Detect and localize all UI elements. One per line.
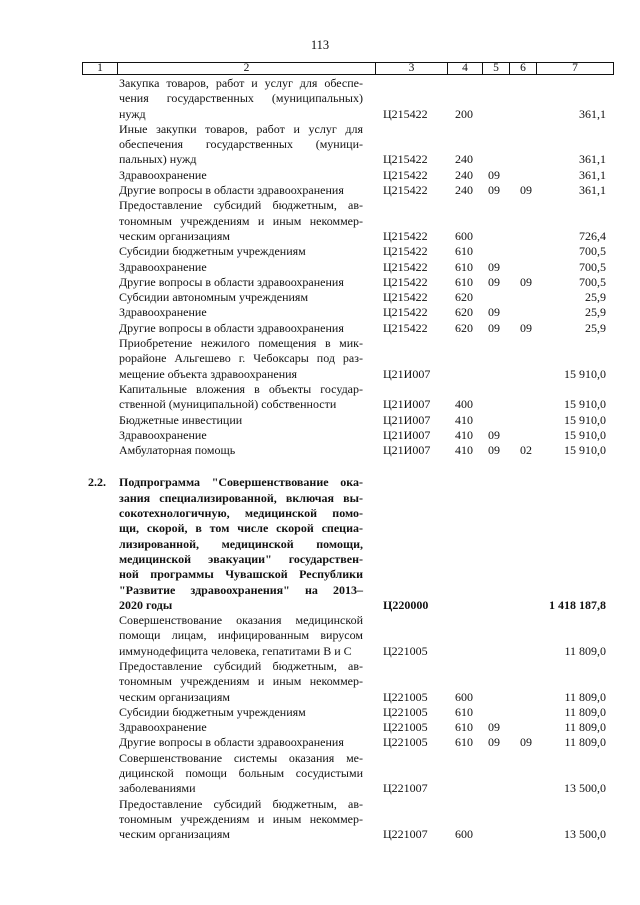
row-name-line: тономным учреждениям и иным некоммер- bbox=[119, 811, 363, 826]
row-col-4: 610 bbox=[455, 274, 473, 289]
row-code: Ц221005 bbox=[383, 704, 428, 719]
table-row bbox=[0, 122, 640, 168]
row-code: Ц215422 bbox=[383, 274, 428, 289]
page-number: 113 bbox=[310, 38, 330, 52]
row-name-line: обеспечения государственных (муници- bbox=[119, 137, 363, 152]
row-amount: 25,9 bbox=[585, 290, 606, 305]
row-name-line: Предоставление субсидий бюджетным, ав- bbox=[119, 796, 363, 811]
row-col-4: 200 bbox=[455, 106, 473, 121]
table-row bbox=[0, 305, 640, 320]
row-name-line: Закупка товаров, работ и услуг для обеспе- bbox=[119, 76, 363, 90]
table-row bbox=[0, 321, 640, 336]
row-name bbox=[119, 797, 363, 843]
row-col-5: 09 bbox=[488, 320, 500, 335]
row-name-line: Здравоохранение bbox=[119, 720, 207, 735]
row-col-5: 09 bbox=[488, 183, 500, 198]
row-code: Ц215422 bbox=[383, 106, 428, 121]
table-header-row bbox=[82, 62, 614, 75]
row-name-line: Субсидии автономным учреждениям bbox=[119, 290, 309, 305]
row-name bbox=[119, 275, 363, 290]
row-col-4: 600 bbox=[455, 228, 473, 243]
table-row bbox=[0, 443, 640, 458]
row-name-line: Приобретение нежилого помещения в мик- bbox=[119, 336, 363, 351]
row-code: Ц221007 bbox=[383, 827, 428, 842]
row-name-line: Совершенствование оказания медицинской bbox=[119, 613, 363, 628]
row-name bbox=[119, 244, 363, 259]
table-row bbox=[0, 735, 640, 750]
row-amount: 361,1 bbox=[579, 152, 606, 167]
table-row bbox=[0, 183, 640, 198]
header-col-6: 6 bbox=[510, 63, 537, 74]
row-amount: 11 809,0 bbox=[564, 689, 606, 704]
row-name-line: медицинской эвакуации" государствен- bbox=[119, 551, 363, 566]
row-col-4: 610 bbox=[455, 735, 473, 750]
row-name-line: Субсидии бюджетным учреждениям bbox=[119, 244, 306, 259]
row-amount: 15 910,0 bbox=[564, 366, 606, 381]
table-row bbox=[0, 382, 640, 413]
row-code: Ц215422 bbox=[383, 305, 428, 320]
row-amount: 15 910,0 bbox=[564, 412, 606, 427]
row-name-line: Здравоохранение bbox=[119, 427, 207, 442]
row-name-line: Здравоохранение bbox=[119, 305, 207, 320]
row-name-line: Здравоохранение bbox=[119, 259, 207, 274]
table-row bbox=[0, 244, 640, 259]
row-name-line: иммунодефицита человека, гепатитами В и С bbox=[119, 643, 352, 658]
row-code: Ц215422 bbox=[383, 290, 428, 305]
table-row bbox=[0, 720, 640, 735]
row-col-4: 240 bbox=[455, 152, 473, 167]
row-code: Ц215422 bbox=[383, 152, 428, 167]
row-col-4: 600 bbox=[455, 827, 473, 842]
row-name-line: мещение объекта здравоохранения bbox=[119, 366, 298, 381]
row-name-line: Подпрограмма "Совершенствование ока- bbox=[119, 475, 363, 490]
table-row bbox=[0, 475, 640, 613]
row-col-4: 240 bbox=[455, 183, 473, 198]
row-amount: 361,1 bbox=[579, 183, 606, 198]
header-col-7: 7 bbox=[572, 62, 578, 74]
row-amount: 1 418 187,8 bbox=[549, 597, 606, 612]
row-name-line: Другие вопросы в области здравоохранения bbox=[119, 183, 344, 198]
row-amount: 700,5 bbox=[579, 274, 606, 289]
row-col-6: 02 bbox=[520, 443, 532, 458]
row-name bbox=[119, 382, 363, 413]
row-number: 2.2. bbox=[88, 475, 106, 490]
row-name-line: Капитальные вложения в объекты государ- bbox=[119, 381, 363, 396]
row-name bbox=[119, 735, 363, 750]
row-name-line: Субсидии бюджетным учреждениям bbox=[119, 704, 306, 719]
row-name-line: 2020 годы bbox=[119, 597, 173, 612]
table-row bbox=[0, 198, 640, 244]
header-col-4: 4 bbox=[448, 63, 483, 74]
row-code: Ц215422 bbox=[383, 244, 428, 259]
budget-table-body bbox=[0, 76, 640, 843]
row-col-4: 610 bbox=[455, 704, 473, 719]
row-spacer bbox=[0, 458, 640, 475]
row-col-4: 410 bbox=[455, 443, 473, 458]
row-amount: 11 809,0 bbox=[564, 720, 606, 735]
table-row bbox=[0, 260, 640, 275]
row-name-line: Бюджетные инвестиции bbox=[119, 412, 243, 427]
table-row bbox=[0, 428, 640, 443]
row-col-6: 09 bbox=[520, 274, 532, 289]
row-amount: 11 809,0 bbox=[564, 704, 606, 719]
row-code: Ц215422 bbox=[383, 167, 428, 182]
row-amount: 25,9 bbox=[585, 320, 606, 335]
row-name bbox=[119, 413, 363, 428]
row-code: Ц221005 bbox=[383, 720, 428, 735]
row-col-6: 09 bbox=[520, 735, 532, 750]
row-code: Ц21И007 bbox=[383, 366, 431, 381]
header-col-5: 5 bbox=[483, 63, 510, 74]
row-name bbox=[119, 305, 363, 320]
row-col-4: 410 bbox=[455, 427, 473, 442]
row-name bbox=[119, 613, 363, 659]
row-name bbox=[119, 336, 363, 382]
row-col-4: 620 bbox=[455, 320, 473, 335]
row-name-line: зания специализированной, включая вы- bbox=[119, 490, 363, 505]
row-name-line: щи, скорой, в том числе скорой специа- bbox=[119, 521, 363, 536]
row-col-4: 240 bbox=[455, 167, 473, 182]
row-name-line: Здравоохранение bbox=[119, 167, 207, 182]
table-row bbox=[0, 290, 640, 305]
row-name-line: рорайоне Альгешево г. Чебоксары под раз- bbox=[119, 351, 363, 366]
row-name-line: дицинской помощи больным сосудистыми bbox=[119, 766, 363, 781]
row-code: Ц21И007 bbox=[383, 427, 431, 442]
row-col-4: 600 bbox=[455, 689, 473, 704]
row-name bbox=[119, 751, 363, 797]
row-amount: 726,4 bbox=[579, 228, 606, 243]
row-amount: 25,9 bbox=[585, 305, 606, 320]
table-row bbox=[0, 76, 640, 122]
row-name bbox=[119, 183, 363, 198]
table-row bbox=[0, 613, 640, 659]
row-name-line: "Развитие здравоохранения" на 2013– bbox=[119, 582, 363, 597]
row-amount: 11 809,0 bbox=[564, 735, 606, 750]
row-name-line: сокотехнологичную, медицинской помо- bbox=[119, 506, 363, 521]
row-name-line: Амбулаторная помощь bbox=[119, 443, 236, 458]
row-code: Ц221005 bbox=[383, 735, 428, 750]
row-col-5: 09 bbox=[488, 259, 500, 274]
row-amount: 15 910,0 bbox=[564, 427, 606, 442]
header-col-3: 3 bbox=[376, 63, 448, 74]
row-code: Ц215422 bbox=[383, 228, 428, 243]
row-name-line: помощи лицам, инфицированным вирусом bbox=[119, 628, 363, 643]
table-row bbox=[0, 413, 640, 428]
row-col-6: 09 bbox=[520, 183, 532, 198]
row-name-line: Иные закупки товаров, работ и услуг для bbox=[119, 121, 363, 136]
row-col-4: 400 bbox=[455, 397, 473, 412]
row-amount: 15 910,0 bbox=[564, 443, 606, 458]
row-code: Ц215422 bbox=[383, 320, 428, 335]
row-name bbox=[119, 168, 363, 183]
row-col-5: 09 bbox=[488, 443, 500, 458]
row-name-line: Предоставление субсидий бюджетным, ав- bbox=[119, 659, 363, 673]
row-col-5: 09 bbox=[488, 735, 500, 750]
row-name bbox=[119, 428, 363, 443]
row-name bbox=[119, 321, 363, 336]
header-col-2: 2 bbox=[118, 63, 376, 74]
row-name-line: Другие вопросы в области здравоохранения bbox=[119, 735, 344, 750]
table-row bbox=[0, 659, 640, 705]
header-col-1: 1 bbox=[83, 63, 118, 74]
row-code: Ц215422 bbox=[383, 259, 428, 274]
row-col-6: 09 bbox=[520, 320, 532, 335]
row-amount: 700,5 bbox=[579, 244, 606, 259]
row-name bbox=[119, 122, 363, 168]
row-code: Ц221005 bbox=[383, 643, 428, 658]
row-code: Ц21И007 bbox=[383, 397, 431, 412]
table-row bbox=[0, 751, 640, 797]
row-name bbox=[119, 705, 363, 720]
row-amount: 11 809,0 bbox=[564, 643, 606, 658]
row-name-line: Другие вопросы в области здравоохранения bbox=[119, 320, 344, 335]
row-name-line: Предоставление субсидий бюджетным, ав- bbox=[119, 198, 363, 213]
table-row bbox=[0, 705, 640, 720]
table-row bbox=[0, 797, 640, 843]
row-amount: 13 500,0 bbox=[564, 827, 606, 842]
row-name-line: лизированной, медицинской помощи, bbox=[119, 536, 363, 551]
row-col-4: 610 bbox=[455, 259, 473, 274]
row-name-line: заболеваниями bbox=[119, 781, 196, 796]
row-col-5: 09 bbox=[488, 305, 500, 320]
row-amount: 15 910,0 bbox=[564, 397, 606, 412]
row-col-5: 09 bbox=[488, 274, 500, 289]
row-name-line: ческим организациям bbox=[119, 228, 230, 243]
row-col-5: 09 bbox=[488, 167, 500, 182]
row-name bbox=[119, 260, 363, 275]
row-name-line: чения государственных (муниципальных) bbox=[119, 91, 363, 106]
row-name-line: тономным учреждениям и иным некоммер- bbox=[119, 674, 363, 689]
row-name bbox=[119, 76, 363, 122]
row-name bbox=[119, 720, 363, 735]
row-name bbox=[119, 198, 363, 244]
row-name-line: нужд bbox=[119, 106, 146, 121]
row-amount: 700,5 bbox=[579, 259, 606, 274]
row-name-line: пальных) нужд bbox=[119, 152, 197, 167]
table-row bbox=[0, 336, 640, 382]
table-row bbox=[0, 275, 640, 290]
row-amount: 361,1 bbox=[579, 106, 606, 121]
row-name-line: Другие вопросы в области здравоохранения bbox=[119, 274, 344, 289]
row-col-5: 09 bbox=[488, 720, 500, 735]
row-col-4: 410 bbox=[455, 412, 473, 427]
row-name-line: ственной (муниципальной) собственности bbox=[119, 397, 337, 412]
table-row bbox=[0, 168, 640, 183]
row-col-4: 610 bbox=[455, 244, 473, 259]
row-col-5: 09 bbox=[488, 427, 500, 442]
row-name bbox=[119, 290, 363, 305]
row-col-4: 620 bbox=[455, 290, 473, 305]
row-code: Ц221007 bbox=[383, 781, 428, 796]
row-amount: 361,1 bbox=[579, 167, 606, 182]
row-col-4: 610 bbox=[455, 720, 473, 735]
row-name bbox=[119, 659, 363, 705]
row-code: Ц221005 bbox=[383, 689, 428, 704]
row-code: Ц220000 bbox=[383, 597, 429, 612]
row-code: Ц21И007 bbox=[383, 412, 431, 427]
row-name bbox=[119, 475, 363, 613]
row-name-line: ческим организациям bbox=[119, 689, 230, 704]
row-col-4: 620 bbox=[455, 305, 473, 320]
row-name-line: тономным учреждениям и иным некоммер- bbox=[119, 213, 363, 228]
row-name-line: ческим организациям bbox=[119, 827, 230, 842]
row-name-line: Совершенствование системы оказания ме- bbox=[119, 750, 363, 765]
row-name bbox=[119, 443, 363, 458]
row-name-line: ной программы Чувашской Республики bbox=[119, 567, 363, 582]
row-amount: 13 500,0 bbox=[564, 781, 606, 796]
row-code: Ц21И007 bbox=[383, 443, 431, 458]
row-code: Ц215422 bbox=[383, 183, 428, 198]
